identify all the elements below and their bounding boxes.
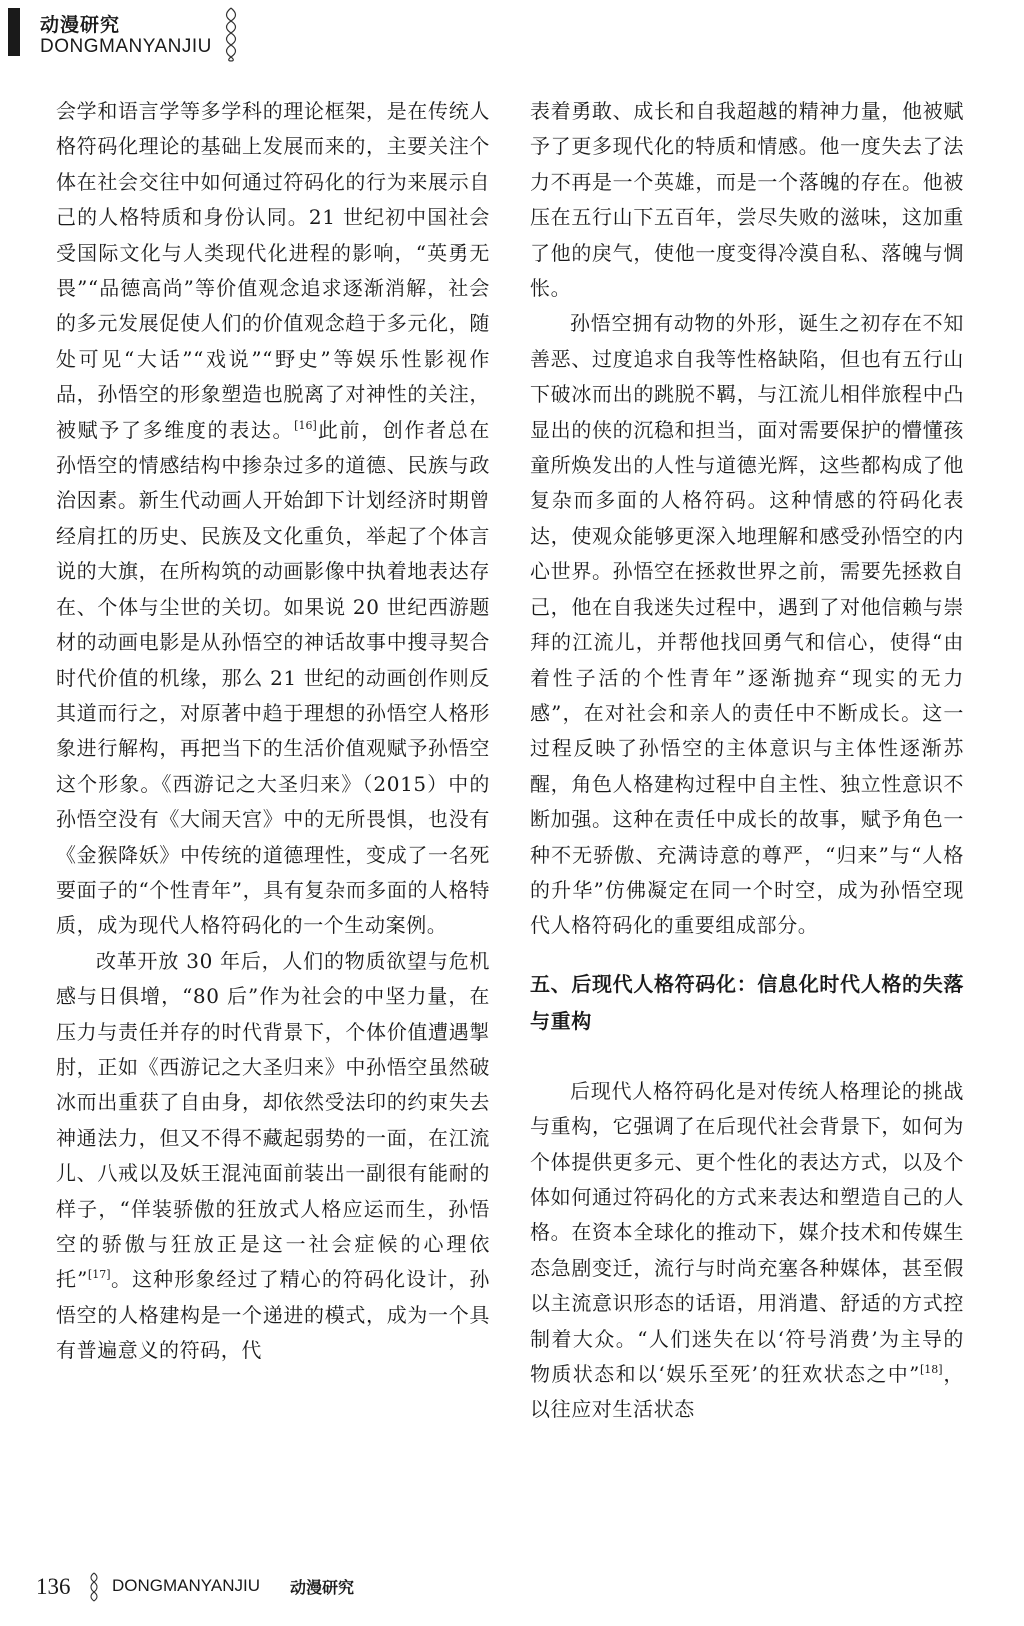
paragraph-text: 后现代人格符码化是对传统人格理论的挑战与重构，它强调了在后现代社会背景下，如何为个体提供更多元、更个性化的表达方式，以及个体如何通过符码化的方式来表达和塑造自己的人格。在资本全球化的推动下，媒介技术和传媒生态急剧变迁，流行与时尚充塞各种媒体，甚至假以主流意识形态的话语，用消遣、舒适的方式控制着大众。“人们迷失在以‘符号消费’为主导的物质状态和以‘娱乐至死’的狂欢状态之中” [530, 1078, 964, 1386]
paragraph-text: 改革开放 30 年后，人们的物质欲望与危机感与日俱增，“80 后”作为社会的中坚力量，在压力与责任并存的时代背景下，个体价值遭遇掣肘，正如《西游记之大圣归来》中孙悟空虽然破冰而出重获了自由身，却依然受法印的约束失去神通法力，但又不得不藏起弱势的一面，在江流儿、八戒以及妖王混沌面前装出一副很有能耐的样子，“佯装骄傲的狂放式人格应运而生，孙悟空的骄傲与狂放正是这一社会症候的心理依托” [56, 948, 490, 1292]
footer-journal-en: DONGMANYANJIU [112, 1576, 260, 1595]
paragraph-text: 会学和语言学等多学科的理论框架，是在传统人格符码化理论的基础上发展而来的，主要关注个体在社会交往中如何通过符码化的行为来展示自己的人格特质和身份认同。21 世纪初中国社会受国际文化与人类现代化进程的影响，“英勇无畏”“品德高尚”等价值观念追求逐渐消解，社会的多元发展促使人们的价值观念趋于多元化，随处可见“大话”“戏说”“野史”等娱乐性影视作品，孙悟空的形象塑造也脱离了对神性的关注，被赋予了多维度的表达。 [56, 99, 490, 442]
footer-ornament-icon [89, 1572, 99, 1602]
citation-ref[interactable]: [17] [87, 1268, 111, 1282]
body-paragraph [56, 944, 490, 1369]
header-ornament-icon [224, 6, 238, 62]
paragraph-text: 。这种形象经过了精心的符码化设计，孙悟空的人格建构是一个递进的模式，成为一个具有普遍意义的符码，代 [56, 1267, 490, 1363]
left-column [56, 94, 490, 1369]
header-bar [8, 8, 20, 56]
body-paragraph [530, 1074, 964, 1428]
right-column [530, 94, 964, 1428]
citation-ref[interactable]: [18] [920, 1363, 943, 1376]
section-heading: 五、后现代人格符码化：信息化时代人格的失落与重构 [530, 971, 964, 1033]
paragraph-text: 此前，创作者总在孙悟空的情感结构中掺杂过多的道德、民族与政治因素。新生代动画人开始卸下计划经济时期曾经肩扛的历史、民族及文化重负，举起了个体言说的大旗，在所构筑的动画影像中执着地表达存在、个体与尘世的关切。如果说 20 世纪西游题材的动画电影是从孙悟空的神话故事中搜寻契合时代价值的机缘，那么 21 世纪的动画创作则反其道而行之，对原著中趋于理想的孙悟空人格形象进行解构，再把当下的生活价值观赋予孙悟空这个形象。《西游记之大圣归来》（2015）中的孙悟空没有《大闹天宫》中的无所畏惧，也没有《金猴降妖》中传统的道德理性，变成了一名死要面子的“个性青年”，具有复杂而多面的人格特质，成为现代人格符码化的一个生动案例。 [56, 417, 490, 938]
journal-name-en: DONGMANYANJIU [40, 36, 212, 57]
paragraph-text: ，以往应对生活状态 [530, 1362, 964, 1422]
journal-name-cn: 动漫研究 [40, 14, 121, 36]
body-paragraph [56, 94, 490, 944]
page-number: 136 [36, 1574, 71, 1599]
citation-ref[interactable]: [16] [294, 418, 317, 432]
footer-journal-cn: 动漫研究 [290, 1578, 355, 1597]
body-paragraph: 孙悟空拥有动物的外形，诞生之初存在不知善恶、过度追求自我等性格缺陷，但也有五行山下破冰而出的跳脱不羁，与江流儿相伴旅程中凸显出的侠的沉稳和担当，面对需要保护的懵懂孩童所焕发出的人性与道德光辉，这些都构成了他复杂而多面的人格符码。这种情感的符码化表达，使观众能够更深入地理解和感受孙悟空的内心世界。孙悟空在拯救世界之前，需要先拯救自己，他在自我迷失过程中，遇到了对他信赖与崇拜的江流儿，并帮他找回勇气和信心，使得“由着性子活的个性青年”逐渐抛弃“现实的无力感”，在对社会和亲人的责任中不断成长。这一过程反映了孙悟空的主体意识与主体性逐渐苏醒，角色人格建构过程中自主性、独立性意识不断加强。这种在责任中成长的故事，赋予角色一种不无骄傲、充满诗意的尊严，“归来”与“人格的升华”仿佛凝定在同一个时空，成为孙悟空现代人格符码化的重要组成部分。 [530, 311, 964, 938]
body-paragraph: 表着勇敢、成长和自我超越的精神力量，他被赋予了更多现代化的特质和情感。他一度失去了法力不再是一个英雄，而是一个落魄的存在。他被压在五行山下五百年，尝尽失败的滋味，这加重了他的戾气，使他一度变得冷漠自私、落魄与惆怅。 [530, 99, 964, 301]
